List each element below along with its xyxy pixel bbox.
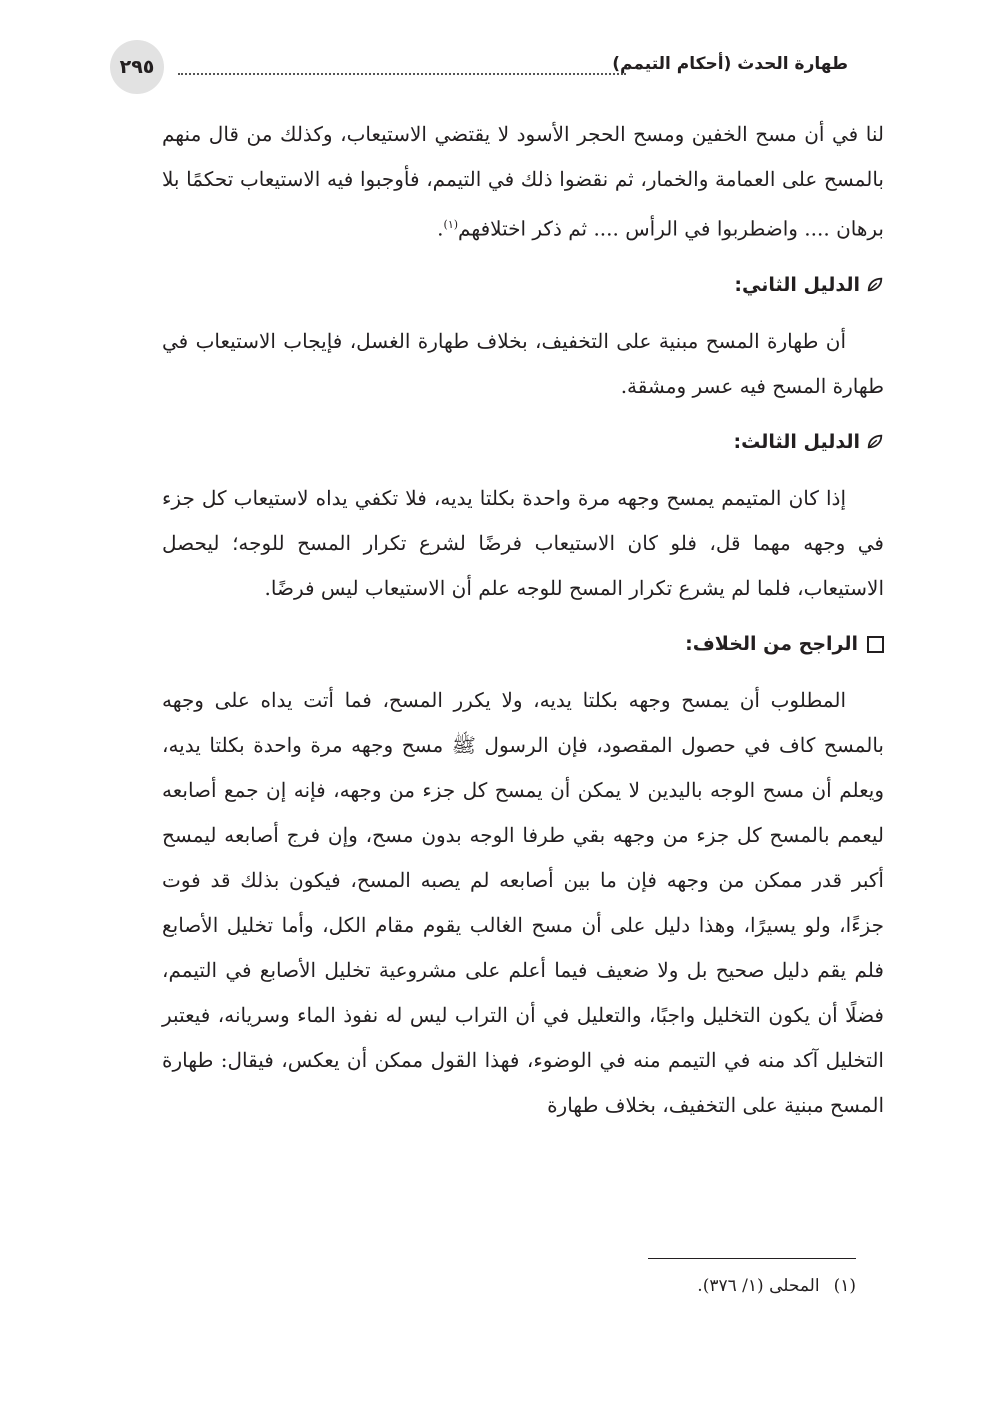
leaf-icon [866, 276, 884, 294]
paragraph-end-mark: . [437, 216, 444, 241]
footnote [697, 1276, 856, 1296]
paragraph-third-proof: إذا كان المتيمم يمسح وجهه مرة واحدة بكلتا يديه، فلا تكفي يداه لاستيعاب كل جزء في وجهه مهما قل، فلو كان الاستيعاب فرضًا لشرع تكرار المسح للوجه؛ ليحصل الاستيعاب، فلما لم يشرع تكرار المسح للوجه علم أن الاستيعاب ليس فرضًا. [162, 485, 884, 600]
heading-text: الدليل الثاني: [734, 273, 860, 296]
paragraph-second-proof: أن طهارة المسح مبنية على التخفيف، بخلاف طهارة الغسل، فإيجاب الاستيعاب في طهارة المسح فيه عسر ومشقة. [162, 328, 884, 398]
page-header [110, 40, 848, 98]
heading-text: الراجح من الخلاف: [685, 632, 858, 655]
page-body [162, 112, 884, 1139]
header-dotted-leader [178, 73, 626, 75]
paragraph-text: لنا في أن مسح الخفين ومسح الحجر الأسود لا يقتضي الاستيعاب، وكذلك من قال منهم بالمسح على العمامة والخمار، ثم نقضوا ذلك في التيمم، فأوجبوا فيه الاستيعاب تحكمًا بلا برهان .... واضطربوا في الرأس .... ثم ذكر اختلافهم [162, 122, 884, 241]
heading-second-proof [162, 263, 884, 308]
footnote-reference: (١) [443, 218, 459, 231]
heading-text: الدليل الثالث: [733, 430, 860, 453]
running-title: طهارة الحدث (أحكام التيمم) [612, 54, 848, 74]
heading-preponderant-view [162, 622, 884, 667]
heading-third-proof [162, 420, 884, 465]
footnote-separator [648, 1258, 856, 1259]
leaf-icon [866, 433, 884, 451]
footnote-text: المحلى (١/ ٣٧٦). [697, 1276, 820, 1296]
square-bullet-icon [867, 636, 884, 653]
page-number: ٢٩٥ [110, 40, 164, 94]
paragraph-preponderant-view: المطلوب أن يمسح وجهه بكلتا يديه، ولا يكرر المسح، فما أتت يداه على وجهه بالمسح كاف في حصول المقصود، فإن الرسول ﷺ مسح وجهه مرة واحدة بكلتا يديه، ويعلم أن مسح الوجه باليدين لا يمكن أن يمسح كل جزء من وجهه، فإنه إن جمع أصابعه ليعمم بالمسح كل جزء من وجهه بقي طرفا الوجه بدون مسح، وإن فرج أصابعه ليمسح أكبر قدر ممكن من وجهه فإن ما بين أصابعه لم يصبه المسح، فيكون بذلك قد فوت جزءًا، ولو يسيرًا، وهذا دليل على أن مسح الغالب يقوم مقام الكل، وأما تخليل الأصابع فلم يقم دليل صحيح بل ولا ضعيف فيما أعلم على مشروعية تخليل الأصابع في التيمم، فضلًا أن يكون التخليل واجبًا، والتعليل في أن التراب ليس له نفوذ الماء وسريانه، فيعتبر التخليل آكد منه في التيمم منه في الوضوء، فهذا القول ممكن أن يعكس، فيقال: طهارة المسح مبنية على التخفيف، بخلاف طهارة [162, 687, 884, 1117]
paragraph-quote-continuation [162, 112, 884, 252]
footnote-number: (١) [833, 1276, 856, 1296]
